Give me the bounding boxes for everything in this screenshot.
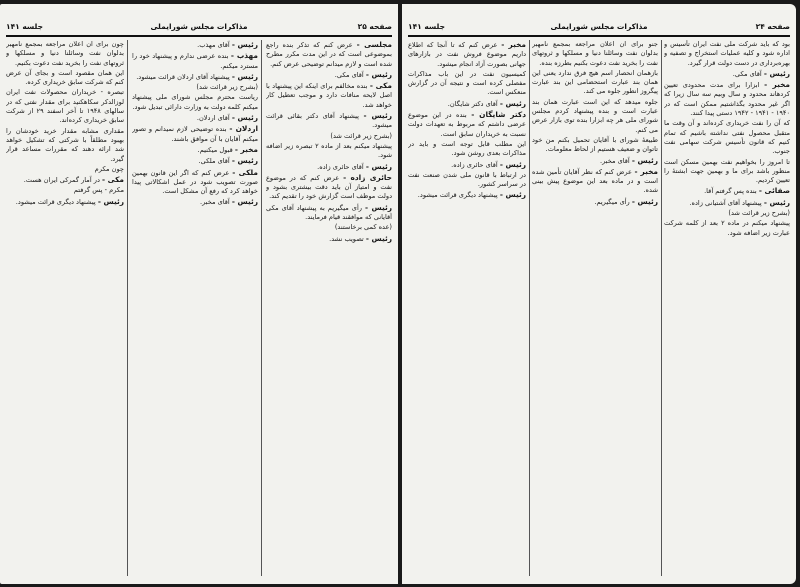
- paragraph: [532, 136, 658, 155]
- paragraph-text: ریاست محترم مجلس شورای ملی پیشنهاد میکنم کلمه دولت به وزارت دارائی تبدیل شود.: [132, 93, 258, 111]
- paragraph-text: در آمار گمرکی ایران هست.: [23, 176, 100, 185]
- paragraph: [6, 197, 124, 207]
- paragraph-text: بنده پس گرفتم آقا.: [704, 187, 757, 196]
- speaker-name: رئیس -: [631, 155, 658, 165]
- text-column: [132, 40, 258, 578]
- running-title: مذاکرات مجلس شورایملی: [550, 22, 648, 31]
- paragraph-text: بنده در این موضوع عرضی داشتم که مربوط به تعهدات دولت نسبت به خریداران سابق است.: [408, 111, 526, 138]
- paragraph-text: (بشرح زیر قرائت شد): [196, 83, 258, 92]
- paragraph: [132, 197, 258, 207]
- paragraph-text: تبصره - خریداران محصولات نفت ایران لوزالدکر سکاهکنید برای مقدار نفتی که در سالهای ۱۹۴۸ تا آخر اسفند ۲۹ از شرکت سابق خریداری کرده‌اند.: [6, 88, 124, 125]
- speaker-name: رئیس -: [231, 156, 258, 166]
- paragraph-text: آقای دکتر شایگان.: [447, 99, 498, 108]
- speaker-name: رئیس -: [365, 233, 392, 243]
- paragraph-text: جنو برای ان اعلان مراجعه بمجمع نامهبر بدلوان نفت وسائلنا دنیا و مسلکها و ثروتهای نفت را بخرید نفت دعوت بکنیم بطرزه بنده.: [532, 40, 658, 67]
- column-divider: [127, 40, 128, 576]
- paragraph-text: پیشنهاد میکنم در ماده ۲ بعد از کلمه شرکت عبارت زیر اضافه شود.: [664, 219, 790, 237]
- paragraph: [266, 234, 392, 244]
- paragraph: [266, 142, 392, 161]
- paragraph-text: عرض کنم که تا آنجا که اطلاع داریم موضوع فروش نفت در بازارهای جهانی بصورت آزاد انجام میشود.: [408, 41, 526, 68]
- speaker-name: رئیس -: [763, 68, 790, 78]
- column-divider: [661, 40, 662, 576]
- session-number: جلسه ۱۴۱: [408, 22, 445, 31]
- paragraph-text: پیشنهاد دیگری قرائت میشود.: [417, 191, 498, 200]
- paragraph-text: آقای مخبر.: [599, 156, 630, 165]
- paragraph: [266, 70, 392, 80]
- paragraph: [6, 40, 124, 68]
- speaker-name: رئیس -: [365, 161, 392, 171]
- paragraph: [408, 190, 526, 200]
- speaker-name: مکی -: [102, 175, 124, 185]
- paragraph: [132, 145, 258, 155]
- speaker-name: مهذب -: [230, 51, 258, 61]
- text-column: [408, 40, 526, 578]
- paragraph-text: عرض کنم که نظر آقایان تأمین شده است و در ماده بعد این موضوع پیش بینی شده.: [532, 167, 658, 195]
- paragraph: [664, 219, 790, 238]
- column-divider: [529, 40, 530, 576]
- paragraph-text: آقای ملکی.: [198, 157, 230, 166]
- speaker-name: صفائی -: [758, 186, 790, 196]
- paragraph-text: آقای مهذب.: [197, 41, 230, 49]
- paragraph-text: بنده مخالفم برای اینکه این پیشنهاد با اصل لایحه منافات دارد و موجب تعطیل کار خواهد شد.: [266, 82, 392, 109]
- paragraph: [132, 51, 258, 71]
- paragraph: [408, 70, 526, 98]
- page-header: [408, 22, 790, 34]
- paragraph: [664, 40, 790, 68]
- paragraph-text: بنده توضیحی لازم نمیدانم و تصور میکنم آقایان با آن موافق باشند.: [132, 125, 258, 143]
- paragraph: [132, 113, 258, 123]
- left-page: [0, 4, 398, 584]
- speaker-name: اردلان -: [229, 124, 258, 134]
- paragraph-text: تا امروز را بخواهیم نفت بهمین مسکن است منظور باشد برای ما و بهمین جهت ابشتهٔ را تعیین کردیم.: [664, 157, 790, 185]
- speaker-name: مجلسی -: [356, 40, 392, 49]
- paragraph: [266, 81, 392, 110]
- paragraph-text: بنده عرضی ندارم و پیشنهاد خود را مسترد میکنم.: [132, 52, 258, 70]
- paragraph-text: که آن را نفت خریداری کرده‌اند و آن وقت ما متقبل محصول نفتی نداشته باشیم که تمام کنیم که قانون تأسیس شرکت سهامی نفت جنوب.: [664, 119, 790, 156]
- paragraph-text: مکرم - پس گرفتم: [73, 186, 124, 195]
- paragraph-text: بود که باید شرکت ملی نفت ایران تأسیس و اداره شود و کلیه عملیات استخراج و تصفیه و بهره‌برداری در دست دولت قرار گیرد.: [664, 40, 790, 67]
- paragraph-text: پیشنهاد آقای دکتر بقائی قرائت میشود.: [266, 112, 392, 130]
- paragraph-text: آقای مخبر.: [199, 198, 230, 207]
- paragraph: [408, 99, 526, 109]
- text-column: [6, 40, 124, 578]
- paragraph-text: (عده کمی برخاستند): [334, 223, 392, 232]
- speaker-name: مخبر -: [501, 40, 526, 49]
- paragraph: [6, 69, 124, 88]
- speaker-name: رئیس -: [364, 202, 392, 212]
- paragraph: [132, 124, 258, 144]
- paragraph-text: پیشنهاد آقای آشتیانی زاده.: [689, 198, 762, 207]
- paragraph: [532, 98, 658, 135]
- speaker-name: مکی -: [369, 81, 392, 91]
- paragraph: [532, 197, 658, 207]
- speaker-name: رئیس -: [763, 197, 790, 207]
- speaker-name: رئیس -: [231, 40, 258, 49]
- page-header: [6, 22, 392, 34]
- paragraph-text: پیشنهاد دیگری قرائت میشود.: [15, 197, 96, 206]
- paragraph: [664, 119, 790, 156]
- speaker-name: رئیس -: [231, 113, 258, 123]
- paragraph: [132, 93, 258, 112]
- paragraph-text: تصویب نشد.: [329, 234, 364, 243]
- paragraph-text: عرض کنم که اگر این قانون بهمین صورت تصویب شود در عمل اشکالاتی پیدا خواهد کرد که رفع آن مشکل است.: [132, 168, 258, 196]
- running-title: مذاکرات مجلس شورایملی: [150, 22, 248, 31]
- column-divider: [261, 40, 262, 576]
- speaker-name: حائری زاده -: [343, 172, 392, 182]
- text-column: [664, 40, 790, 578]
- text-column: [532, 40, 658, 578]
- speaker-name: مخبر -: [764, 80, 790, 90]
- paragraph: [664, 69, 790, 79]
- paragraph-text: پیشنهاد آقای اردلان قرائت میشود.: [136, 72, 230, 81]
- paragraph: [266, 173, 392, 202]
- paragraph: [6, 165, 124, 174]
- paragraph: [266, 111, 392, 131]
- speaker-name: رئیس -: [365, 69, 392, 79]
- speaker-name: ملکی -: [232, 167, 258, 177]
- paragraph: [532, 69, 658, 97]
- paragraph: [664, 198, 790, 208]
- speaker-name: رئیس -: [231, 71, 258, 81]
- paragraph: [6, 175, 124, 185]
- paragraph-text: پیشنهاد میکنم بعد از ماده ۲ تبصره زیر اضافه شود.: [266, 141, 392, 160]
- paragraph: [408, 171, 526, 190]
- speaker-name: رئیس -: [97, 196, 124, 206]
- speaker-name: رئیس -: [363, 111, 392, 121]
- speaker-name: مخبر -: [234, 144, 258, 154]
- header-rule: [6, 35, 392, 37]
- paragraph: [266, 223, 392, 232]
- paragraph-text: آقای مکی.: [732, 69, 762, 78]
- paragraph-text: در ارتباط با قانون ملی شدن صنعت نفت در سراسر کشور.: [408, 170, 526, 189]
- page-number: صفحه ۲۴: [755, 22, 790, 31]
- paragraph-text: ابزارا برای مدت محدودی تعیین کردهاند محدود و سال وبیم سه سال زیرا که اگر غیر محدود بگذاشتیم ممکن است که در ۱۹۴۰ - ۱۹۴۱ - ۱۹۴۲ دستی پیدا کنند.: [664, 81, 790, 118]
- speaker-name: رئیس -: [499, 190, 526, 200]
- speaker-name: رئیس -: [231, 197, 258, 207]
- paragraph-text: عرض کنم که تذکر بنده راجع بموضوعی است که در این مدت مکرر مطرح شده است و لازم میدانم توضیحی عرض کنم.: [266, 41, 392, 68]
- speaker-name: رئیس -: [499, 159, 526, 169]
- paragraph-text: مقداری مشابه مقدار خرید خودشان را بهبود مطلقاً با شرکتی که تشکیل خواهد شد ارائه دهند که مقررات مساعد قرار گیرد.: [6, 126, 124, 163]
- speaker-name: دکتر شایگان -: [471, 110, 526, 120]
- paragraph-text: (بشرح زیر قرائت شد): [330, 131, 392, 140]
- paragraph: [266, 203, 392, 223]
- paragraph: [132, 168, 258, 197]
- paragraph: [132, 83, 258, 92]
- right-page: [402, 4, 796, 584]
- paragraph: [664, 80, 790, 118]
- paragraph: [132, 156, 258, 166]
- paragraph-text: این همان مقصود است و بجای آن عرض کنم که شرکت سابق خریداری کرده.: [6, 68, 124, 87]
- page-number: صفحه ۲۵: [357, 22, 392, 31]
- paragraph: [266, 132, 392, 141]
- paragraph-text: چون مکرم: [94, 164, 124, 173]
- paragraph: [6, 88, 124, 125]
- paragraph-text: آقای حائری زاده.: [451, 160, 498, 169]
- paragraph-text: رأی میگیریم.: [594, 197, 630, 206]
- header-rule: [408, 35, 790, 37]
- paragraph: [6, 127, 124, 164]
- paragraph: [664, 209, 790, 218]
- speaker-name: رئیس -: [631, 196, 658, 206]
- paragraph-text: این مطلب قابل توجه است و باید در مذاکرات بعدی روشن شود.: [408, 139, 526, 158]
- paragraph: [266, 162, 392, 172]
- paragraph-text: آقای مکی.: [334, 70, 364, 79]
- paragraph-text: آقای حائری زاده.: [317, 162, 364, 171]
- paragraph: [532, 40, 658, 68]
- paragraph: [408, 40, 526, 69]
- paragraph: [408, 140, 526, 159]
- paragraph-text: جلوه میدهد که این است عبارت همان بند عبارت است و بنده پیشنهاد کردم مجلس شورای ملی هر چه ابزارا بنده توی بازار عرض می کنم.: [532, 97, 658, 134]
- paragraph-text: بازهمان انحصار اسم هیچ فرق ندارد یعنی این همان بند عبارت استحضامی این بند عبارت پیگروز انطور جلوه می کند.: [532, 68, 658, 96]
- paragraph-text: قبول میکنیم.: [197, 145, 233, 154]
- paragraph: [266, 40, 392, 69]
- paragraph-text: چون برای ان اعلان مراجعه بمجمع نامهبر بدلوان نفت وسائلنا دنیا و مسلکها و ثروتهای نفت را بخرید نفت دعوت بکنیم.: [6, 40, 124, 67]
- paragraph: [532, 167, 658, 196]
- paragraph: [408, 160, 526, 170]
- text-column: [266, 40, 392, 578]
- paragraph-text: رأی میگیریم به پیشنهاد آقای مکی آقایانی که موافقند قیام فرمایند.: [266, 203, 392, 222]
- paragraph: [664, 158, 790, 186]
- paragraph: [132, 72, 258, 82]
- session-number: جلسه ۱۴۱: [6, 22, 43, 31]
- paragraph-text: (بشرح زیر قرائت شد): [728, 209, 790, 218]
- paragraph: [532, 156, 658, 166]
- speaker-name: رئیس -: [499, 98, 526, 108]
- paragraph-text: عرض کنم که در موضوع نفت و امتیاز آن باید دقت بیشتری بشود و دولت موظف است گزارش خود را تقدیم کند.: [266, 173, 392, 201]
- paragraph: [132, 40, 258, 50]
- paragraph-text: کمیسیون نفت در این باب مذاکرات مفصلی کرده است و نتیجه آن در گزارش منعکس است.: [408, 69, 526, 97]
- paragraph-text: طبیعهٔ شورای با آقایان تحمیل بکنم من خود تاتوان و ضعیف هستیم از لحاظ معلومات.: [532, 135, 658, 154]
- paragraph: [6, 186, 124, 195]
- paragraph: [664, 186, 790, 196]
- speaker-name: مخبر -: [634, 166, 658, 176]
- paragraph-text: آقای اردلان.: [196, 114, 230, 123]
- paragraph: [408, 110, 526, 139]
